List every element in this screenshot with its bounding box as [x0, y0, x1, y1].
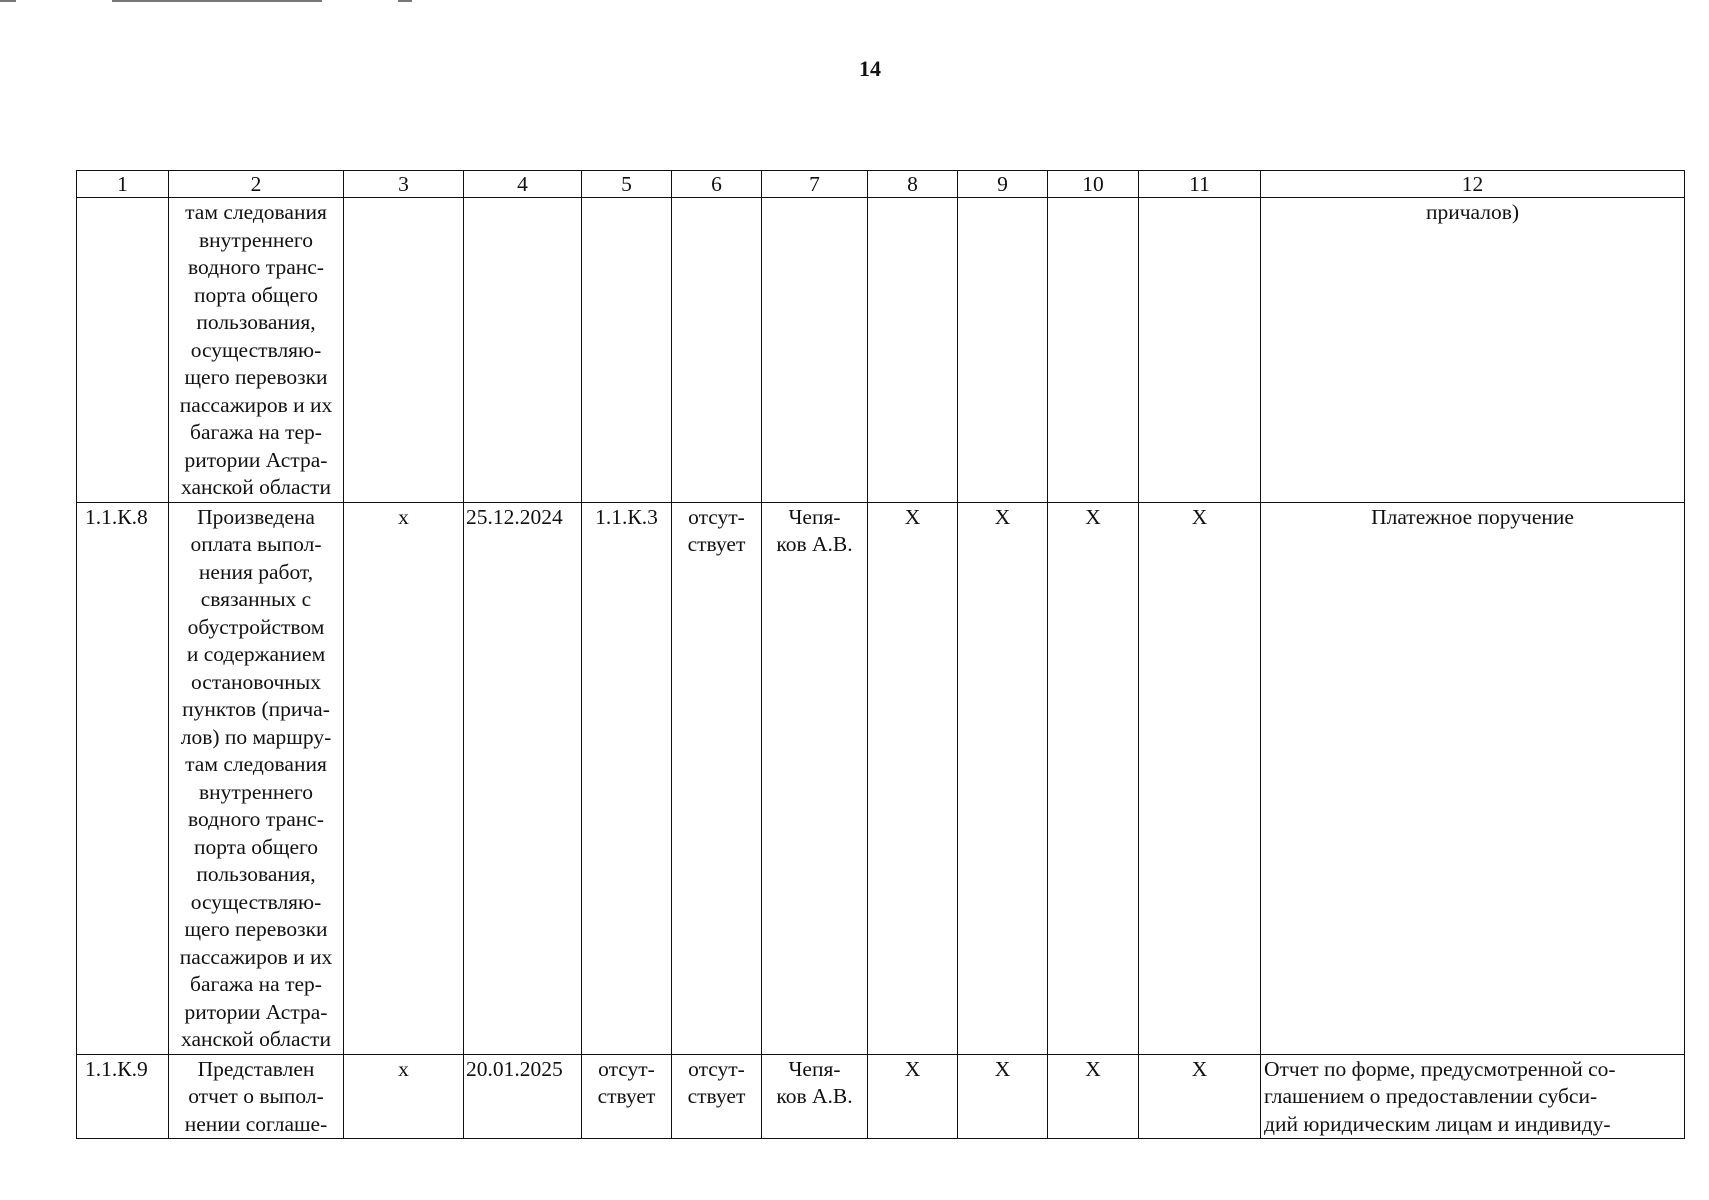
cell: отсут- ствует — [672, 1054, 762, 1139]
column-header: 12 — [1261, 171, 1685, 198]
cell: 1.1.К.3 — [582, 502, 672, 1054]
table-row — [77, 502, 1685, 1054]
cell — [1048, 198, 1139, 503]
column-header: 1 — [77, 171, 169, 198]
document-table — [76, 170, 1685, 1139]
column-header: 2 — [169, 171, 344, 198]
table-row — [77, 198, 1685, 503]
page-number: 14 — [859, 56, 881, 81]
event-description: там следования внутреннего водного транс- порта общего пользования, осуществляю- щего перевозки пассажиров и их багажа на тер- ритории Астра- ханской области — [169, 198, 344, 503]
responsible-person: Чепя- ков А.В. — [762, 1054, 868, 1139]
scan-artifact — [0, 0, 16, 2]
column-header: 6 — [672, 171, 762, 198]
cell — [344, 198, 464, 503]
cell: Х — [1139, 502, 1261, 1054]
cell — [1139, 198, 1261, 503]
responsible-person: Чепя- ков А.В. — [762, 502, 868, 1054]
scan-artifact — [398, 0, 412, 2]
cell: Х — [958, 1054, 1048, 1139]
document-type: Платежное поручение — [1261, 502, 1685, 1054]
control-point-code: 1.1.К.8 — [77, 502, 169, 1054]
document-type: причалов) — [1261, 198, 1685, 503]
cell: х — [344, 502, 464, 1054]
cell: Х — [958, 502, 1048, 1054]
cell — [958, 198, 1048, 503]
scan-artifact — [112, 0, 322, 2]
cell: Х — [1048, 502, 1139, 1054]
cell: Х — [1048, 1054, 1139, 1139]
cell: отсут- ствует — [672, 502, 762, 1054]
cell: х — [344, 1054, 464, 1139]
cell — [672, 198, 762, 503]
responsible-person — [762, 198, 868, 503]
cell: Х — [868, 1054, 958, 1139]
cell: Х — [868, 502, 958, 1054]
date-cell — [464, 198, 582, 503]
column-header: 4 — [464, 171, 582, 198]
column-header: 3 — [344, 171, 464, 198]
table-row — [77, 1054, 1685, 1139]
date-cell: 20.01.2025 — [464, 1054, 582, 1139]
event-description: Произведена оплата выпол- нения работ, связанных с обустройством и содержанием остановочных пунктов (прича- лов) по маршру- там следования внутреннего водного транс- порта общего пользования, осуществляю- щего перевозки пассажиров и их багажа на тер- ритории Астра- ханской области — [169, 502, 344, 1054]
column-header: 9 — [958, 171, 1048, 198]
date-cell: 25.12.2024 — [464, 502, 582, 1054]
cell — [868, 198, 958, 503]
header-row — [77, 171, 1685, 198]
column-header: 5 — [582, 171, 672, 198]
control-point-code: 1.1.К.9 — [77, 1054, 169, 1139]
control-point-code — [77, 198, 169, 503]
column-header: 10 — [1048, 171, 1139, 198]
column-header: 7 — [762, 171, 868, 198]
cell — [582, 198, 672, 503]
column-header: 11 — [1139, 171, 1261, 198]
cell: отсут- ствует — [582, 1054, 672, 1139]
cell: Х — [1139, 1054, 1261, 1139]
column-header: 8 — [868, 171, 958, 198]
event-description: Представлен отчет о выпол- нении соглаше- — [169, 1054, 344, 1139]
document-type: Отчет по форме, предусмотренной со- глашением о предоставлении субси- дий юридическим лицам и индивиду- — [1261, 1054, 1685, 1139]
